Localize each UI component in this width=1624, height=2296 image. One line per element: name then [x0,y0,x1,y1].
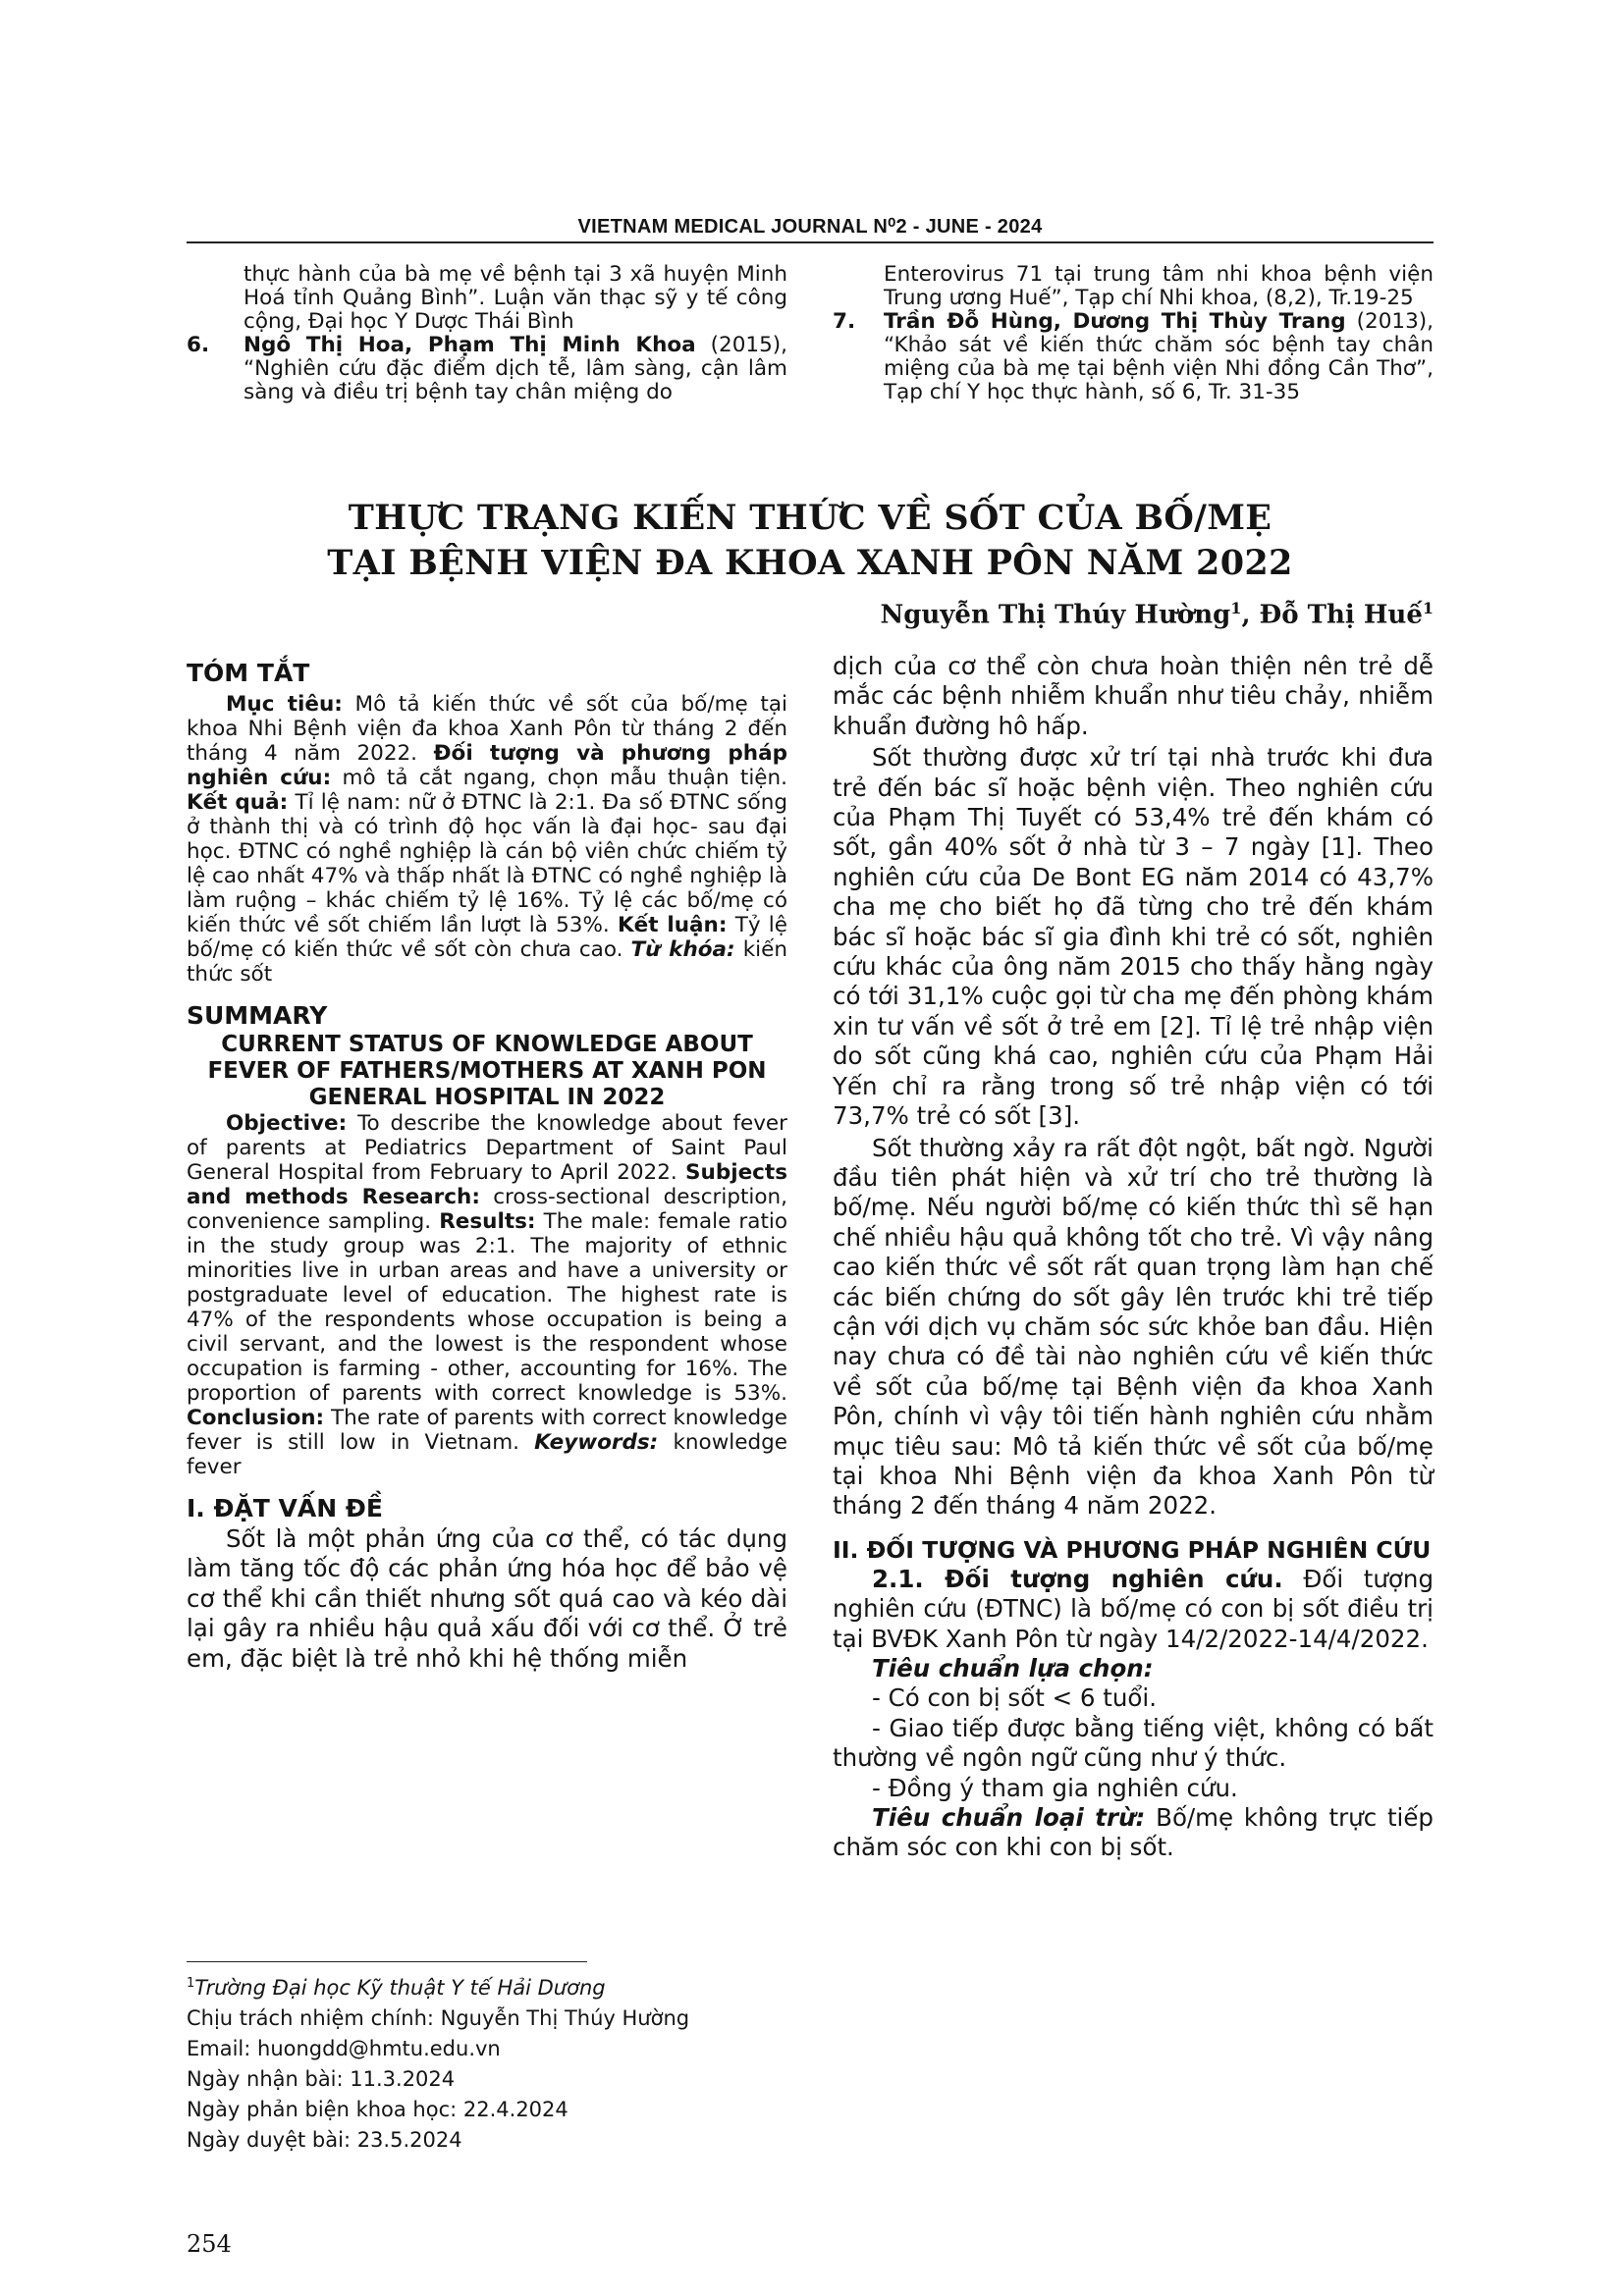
inclusion-item-1: - Có con bị sốt < 6 tuổi. [872,1683,1157,1713]
summary-title: CURRENT STATUS OF KNOWLEDGE ABOUT FEVER OF FATHERS/MOTHERS AT XANH PON GENERAL HOSPITAL IN 2022 [207,1032,767,1110]
page-number: 254 [187,2230,232,2258]
footnote-rule [187,1961,587,1962]
inclusion-item-3: - Đồng ý tham gia nghiên cứu. [872,1773,1238,1802]
label-results-en: Results: [439,1209,536,1234]
label-keywords: Từ khóa: [630,937,735,962]
reference-number: 7. [833,309,856,334]
reference-authors: Trần Đỗ Hùng, Dương Thị Thùy Trang [884,309,1346,334]
label-subjects: Đối tượng và phương pháp nghiên cứu: [187,741,787,790]
text-subjects: mô tả cắt ngang, chọn mẫu thuận tiện. [331,766,787,790]
author-separator: , [1241,600,1260,630]
methods-sub-text: Đối tượng nghiên cứu (ĐTNC) là bố/mẹ có con bị sốt điều trị tại BVĐK Xanh Pôn từ ngày 14/2/2022-14/4/2022. [833,1564,1434,1653]
footnote-affiliation-mark: 1 [187,1976,195,1991]
abstract-heading: TÓM TẮT [187,659,310,687]
text-keywords-en: knowledge fever [187,1430,788,1479]
text-results: Tỉ lệ nam: nữ ở ĐTNC là 2:1. Đa số ĐTNC sống ở thành thị và có trình độ học vấn là đại học- sau đại học. ĐTNC có nghề nghiệp là cán bộ viên chức chiếm tỷ lệ cao nhất 47% và thấp nhất là ĐTNC có nghề nghiệp là làm ruộng – khác chiếm tỷ lệ 16%. Tỷ lệ các bố/mẹ có kiến thức về sốt chiếm lần lượt là 53%. [187,790,787,937]
footnote-affiliation-text: Trường Đại học Kỹ thuật Y tế Hải Dương [194,1976,606,2000]
footnote [187,1968,689,2156]
reference-6 [187,334,787,404]
text-keywords: kiến thức sốt [187,937,787,987]
summary-heading: SUMMARY [187,1001,328,1030]
inclusion-label: Tiêu chuẩn lựa chọn: [872,1654,1154,1682]
reference-7 [833,310,1434,404]
abstract-vi-text [187,692,787,987]
footnote-accepted: Ngày duyệt bài: 23.5.2024 [187,2128,462,2152]
footnote-responsible: Chịu trách nhiệm chính: Nguyễn Thị Thúy Hường [187,2006,690,2030]
exclusion-label: Tiêu chuẩn loại trừ: [872,1803,1146,1833]
label-subjects-en: Subjects and methods Research: [187,1160,787,1209]
exclusion-text: Bố/mẹ không trực tiếp chăm sóc con khi con bị sốt. [833,1803,1434,1862]
reference-number: 6. [187,333,210,357]
intro-paragraph-1: Sốt là một phản ứng của cơ thể, có tác dụng làm tăng tốc độ các phản ứng hóa học để bảo vệ cơ thể khi cần thiết nhưng sốt quá cao và kéo dài lại gây ra nhiều hậu quả xấu đối với cơ thể. Ở trẻ em, đặc biệt là trẻ nhỏ khi hệ thống miễn [187,1524,787,1673]
text-subjects-en: cross-sectional description, convenience sampling. [187,1185,787,1234]
author-2: Đỗ Thị Huế [1259,600,1423,630]
author-1-affiliation: 1 [1230,599,1242,617]
reference-text: (2013), “Khảo sát về kiến thức chăm sóc bệnh tay chân miệng của bà mẹ tại bệnh viện Nhi đồng Cần Thơ”, Tạp chí Y học thực hành, số 6, Tr. 31-35 [884,309,1434,404]
exclusion-criteria [833,1803,1434,1863]
inclusion-item-2: - Giao tiếp được bằng tiếng việt, không có bất thường về ngôn ngữ cũng như ý thức. [833,1713,1434,1773]
references-right [833,263,1434,404]
title-line-2: TẠI BỆNH VIỆN ĐA KHOA XANH PÔN NĂM 2022 [327,543,1293,583]
author-1: Nguyễn Thị Thúy Hường [880,600,1231,630]
footnote-email: Email: huongdd@hmtu.edu.vn [187,2037,501,2060]
methods-sub-label: 2.1. Đối tượng nghiên cứu. [872,1564,1283,1593]
header-rule [187,241,1434,243]
label-results: Kết quả: [187,790,289,815]
footnote-received: Ngày nhận bài: 11.3.2024 [187,2067,456,2091]
footnote-reviewed: Ngày phản biện khoa học: 22.4.2024 [187,2098,568,2121]
footnote-affiliation [187,1968,689,2003]
methods-subjects [833,1565,1434,1654]
intro-paragraph-1-cont: dịch của cơ thể còn chưa hoàn thiện nên trẻ dễ mắc các bệnh nhiễm khuẩn như tiêu chảy, nhiễm khuẩn đường hô hấp. [833,652,1434,740]
label-keywords-en: Keywords: [534,1430,659,1455]
methods-heading: II. ĐỐI TƯỢNG VÀ PHƯƠNG PHÁP NGHIÊN CỨU [833,1535,1432,1564]
text-conclusion: Tỷ lệ bố/mẹ có kiến thức về sốt còn chưa cao. [187,913,787,962]
title-line-1: THỰC TRẠNG KIẾN THỨC VỀ SỐT CỦA BỐ/MẸ [348,498,1272,538]
label-conclusion: Kết luận: [617,913,728,937]
inclusion-criteria-label [833,1654,1434,1683]
reference-continuation: Enterovirus 71 tại trung tâm nhi khoa bệnh viện Trung ương Huế”, Tạp chí Nhi khoa, (8,2), Tr.19-25 [884,262,1434,310]
reference-text: (2015), “Nghiên cứu đặc điểm dịch tễ, lâm sàng, cận lâm sàng và điều trị bệnh tay chân miệng do [244,333,787,404]
text-objective-en: To describe the knowledge about fever of parents at Pediatrics Department of Saint Paul General Hospital from February to April 2022. [187,1111,787,1185]
text-conclusion-en: The rate of parents with correct knowledge fever is still low in Vietnam. [187,1406,787,1455]
right-column [833,652,1434,1863]
intro-heading: I. ĐẶT VẤN ĐỀ [187,1494,383,1522]
label-conclusion-en: Conclusion: [187,1406,325,1430]
intro-paragraph-3: Sốt thường xảy ra rất đột ngột, bất ngờ. Người đầu tiên phát hiện và xử trí cho trẻ thường là bố/mẹ. Nếu người bố/mẹ có kiến thức thì sẽ hạn chế nhiều hậu quả không tốt cho trẻ. Vì vậy nâng cao kiến thức về sốt rất quan trọng làm hạn chế các biến chứng do sốt gây lên trước khi trẻ tiếp cận với dịch vụ chăm sóc sức khỏe ban đầu. Hiện nay chưa có đề tài nào nghiên cứu về kiến thức về sốt của bố/mẹ tại Bệnh viện đa khoa Xanh Pôn, chính vì vậy tôi tiến hành nghiên cứu nhằm mục tiêu sau: Mô tả kiến thức về sốt của bố/mẹ tại khoa Nhi Bệnh viện đa khoa Xanh Pôn từ tháng 2 đến tháng 4 năm 2022. [833,1133,1434,1521]
text-objective: Mô tả kiến thức về sốt của bố/mẹ tại khoa Nhi Bệnh viện đa khoa Xanh Pôn từ tháng 2 đến tháng 4 năm 2022. [187,692,787,766]
left-column [187,658,787,1674]
intro-paragraph-2: Sốt thường được xử trí tại nhà trước khi đưa trẻ đến bác sĩ hoặc bệnh viện. Theo nghiên cứu của Phạm Thị Tuyết có 53,4% trẻ đến khám có sốt, gần 40% sốt ở nhà từ 3 – 7 ngày [1]. Theo nghiên cứu của De Bont EG năm 2014 có 43,7% cha mẹ cho biết họ đã từng cho trẻ đến khám bác sĩ hoặc bác sĩ gia đình khi trẻ có sốt, nghiên cứu khác của ông năm 2015 cho thấy hằng ngày có tới 31,1% cuộc gọi từ cha mẹ đến phòng khám xin tư vấn về sốt ở trẻ em [2]. Tỉ lệ trẻ nhập viện do sốt cũng khá cao, nghiên cứu của Phạm Hải Yến chỉ ra rằng trong số trẻ nhập viện có tới 73,7% trẻ có sốt [3]. [833,743,1434,1131]
label-objective-en: Objective: [226,1111,348,1136]
article-title [187,496,1434,586]
reference-authors: Ngô Thị Hoa, Phạm Thị Minh Khoa [244,333,696,357]
reference-continuation: thực hành của bà mẹ về bệnh tại 3 xã huyện Minh Hoá tỉnh Quảng Bình”. Luận văn thạc sỹ y tế công cộng, Đại học Y Dược Thái Bình [244,262,787,334]
label-objective: Mục tiêu: [226,692,343,717]
authors [880,599,1434,630]
author-2-affiliation: 1 [1422,599,1434,617]
summary-text [187,1111,787,1479]
journal-header: VIETNAM MEDICAL JOURNAL N⁰2 - JUNE - 2024 [577,216,1043,238]
text-results-en: The male: female ratio in the study group was 2:1. The majority of ethnic minorities live in urban areas and have a university or postgraduate level of education. The highest rate is 47% of the respondents whose occupation is being a civil servant, and the lowest is the respondent whose occupation is farming - other, accounting for 16%. The proportion of parents with correct knowledge is 53%. [187,1209,788,1406]
references-left [187,263,787,404]
